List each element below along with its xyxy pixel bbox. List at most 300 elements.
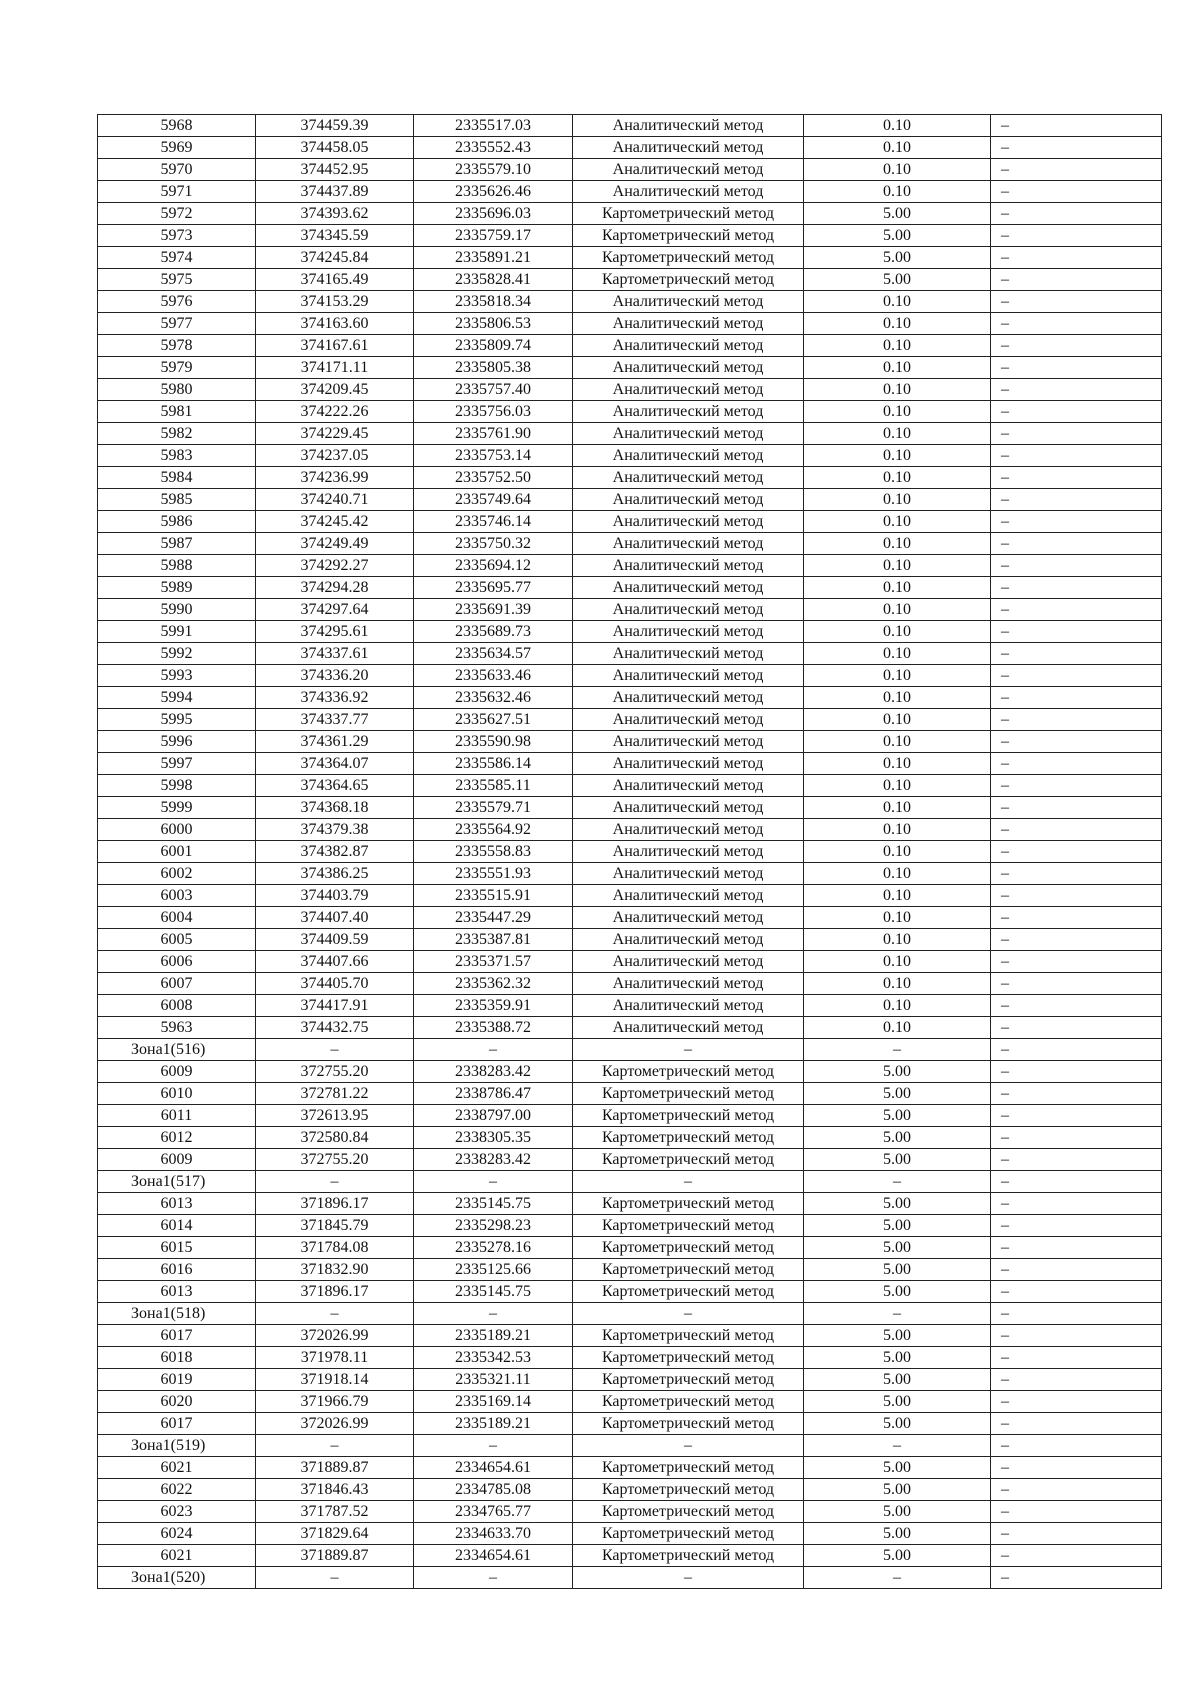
- y-coordinate-cell: 2335342.53: [414, 1347, 573, 1369]
- accuracy-cell: 0.10: [804, 159, 991, 181]
- accuracy-cell: 0.10: [804, 357, 991, 379]
- description-cell: –: [991, 643, 1162, 665]
- description-cell: –: [991, 863, 1162, 885]
- point-number-cell: 6023: [98, 1501, 256, 1523]
- method-cell: Аналитический метод: [573, 445, 804, 467]
- method-cell: Аналитический метод: [573, 995, 804, 1017]
- x-coordinate-cell: 374337.61: [256, 643, 414, 665]
- y-coordinate-cell: 2335585.11: [414, 775, 573, 797]
- description-cell: –: [991, 445, 1162, 467]
- x-coordinate-cell: 371978.11: [256, 1347, 414, 1369]
- point-number-cell: 5963: [98, 1017, 256, 1039]
- point-number-cell: 6005: [98, 929, 256, 951]
- accuracy-cell: 5.00: [804, 1457, 991, 1479]
- table-row: [98, 841, 1162, 863]
- accuracy-cell: 0.10: [804, 995, 991, 1017]
- description-cell: –: [991, 1457, 1162, 1479]
- point-number-cell: 5970: [98, 159, 256, 181]
- accuracy-cell: 0.10: [804, 489, 991, 511]
- method-cell: Картометрический метод: [573, 1259, 804, 1281]
- accuracy-cell: 5.00: [804, 1105, 991, 1127]
- table-row: [98, 1149, 1162, 1171]
- table-row: [98, 203, 1162, 225]
- y-coordinate-cell: 2335806.53: [414, 313, 573, 335]
- x-coordinate-cell: 371787.52: [256, 1501, 414, 1523]
- point-number-cell: 6008: [98, 995, 256, 1017]
- x-coordinate-cell: 374237.05: [256, 445, 414, 467]
- table-row: [98, 797, 1162, 819]
- table-row: [98, 951, 1162, 973]
- point-number-cell: 5984: [98, 467, 256, 489]
- method-cell: Аналитический метод: [573, 489, 804, 511]
- y-coordinate-cell: 2335145.75: [414, 1281, 573, 1303]
- y-coordinate-cell: 2335590.98: [414, 731, 573, 753]
- y-coordinate-cell: –: [414, 1039, 573, 1061]
- y-coordinate-cell: 2335552.43: [414, 137, 573, 159]
- table-row: [98, 1523, 1162, 1545]
- description-cell: –: [991, 1171, 1162, 1193]
- accuracy-cell: 0.10: [804, 819, 991, 841]
- accuracy-cell: 0.10: [804, 973, 991, 995]
- point-number-cell: 5987: [98, 533, 256, 555]
- description-cell: –: [991, 1127, 1162, 1149]
- point-number-cell: 6017: [98, 1413, 256, 1435]
- method-cell: Картометрический метод: [573, 225, 804, 247]
- accuracy-cell: 0.10: [804, 313, 991, 335]
- accuracy-cell: 0.10: [804, 841, 991, 863]
- accuracy-cell: –: [804, 1039, 991, 1061]
- accuracy-cell: 5.00: [804, 1369, 991, 1391]
- x-coordinate-cell: 374236.99: [256, 467, 414, 489]
- description-cell: –: [991, 115, 1162, 137]
- x-coordinate-cell: 374417.91: [256, 995, 414, 1017]
- method-cell: Картометрический метод: [573, 1347, 804, 1369]
- table-row: [98, 1017, 1162, 1039]
- point-number-cell: 5971: [98, 181, 256, 203]
- y-coordinate-cell: 2335805.38: [414, 357, 573, 379]
- point-number-cell: 5969: [98, 137, 256, 159]
- y-coordinate-cell: 2335694.12: [414, 555, 573, 577]
- description-cell: –: [991, 1259, 1162, 1281]
- table-row: [98, 159, 1162, 181]
- method-cell: –: [573, 1435, 804, 1457]
- y-coordinate-cell: 2335551.93: [414, 863, 573, 885]
- x-coordinate-cell: 372755.20: [256, 1061, 414, 1083]
- description-cell: –: [991, 1237, 1162, 1259]
- method-cell: Картометрический метод: [573, 1083, 804, 1105]
- coordinates-table: [97, 114, 1162, 1589]
- y-coordinate-cell: 2335517.03: [414, 115, 573, 137]
- y-coordinate-cell: 2335371.57: [414, 951, 573, 973]
- x-coordinate-cell: 374240.71: [256, 489, 414, 511]
- method-cell: Аналитический метод: [573, 291, 804, 313]
- method-cell: Картометрический метод: [573, 269, 804, 291]
- method-cell: Картометрический метод: [573, 1413, 804, 1435]
- description-cell: –: [991, 533, 1162, 555]
- x-coordinate-cell: 371784.08: [256, 1237, 414, 1259]
- point-number-cell: 5994: [98, 687, 256, 709]
- accuracy-cell: 5.00: [804, 1259, 991, 1281]
- description-cell: –: [991, 1215, 1162, 1237]
- y-coordinate-cell: 2338283.42: [414, 1061, 573, 1083]
- accuracy-cell: 5.00: [804, 203, 991, 225]
- y-coordinate-cell: 2338305.35: [414, 1127, 573, 1149]
- description-cell: –: [991, 1413, 1162, 1435]
- x-coordinate-cell: 371918.14: [256, 1369, 414, 1391]
- point-number-cell: 5989: [98, 577, 256, 599]
- table-row: [98, 929, 1162, 951]
- accuracy-cell: 0.10: [804, 731, 991, 753]
- description-cell: –: [991, 885, 1162, 907]
- description-cell: –: [991, 203, 1162, 225]
- method-cell: –: [573, 1303, 804, 1325]
- method-cell: –: [573, 1567, 804, 1589]
- y-coordinate-cell: 2335809.74: [414, 335, 573, 357]
- accuracy-cell: 0.10: [804, 599, 991, 621]
- y-coordinate-cell: –: [414, 1171, 573, 1193]
- accuracy-cell: 5.00: [804, 1237, 991, 1259]
- x-coordinate-cell: 372026.99: [256, 1413, 414, 1435]
- accuracy-cell: 0.10: [804, 775, 991, 797]
- y-coordinate-cell: 2335761.90: [414, 423, 573, 445]
- point-number-cell: 5995: [98, 709, 256, 731]
- x-coordinate-cell: 374452.95: [256, 159, 414, 181]
- table-row: [98, 489, 1162, 511]
- description-cell: –: [991, 1083, 1162, 1105]
- point-number-cell: 5991: [98, 621, 256, 643]
- y-coordinate-cell: 2335447.29: [414, 907, 573, 929]
- y-coordinate-cell: 2335387.81: [414, 929, 573, 951]
- description-cell: –: [991, 1391, 1162, 1413]
- table-row: [98, 1391, 1162, 1413]
- table-row: [98, 1347, 1162, 1369]
- method-cell: Картометрический метод: [573, 1501, 804, 1523]
- description-cell: –: [991, 379, 1162, 401]
- method-cell: Аналитический метод: [573, 401, 804, 423]
- method-cell: Аналитический метод: [573, 643, 804, 665]
- y-coordinate-cell: 2335752.50: [414, 467, 573, 489]
- table-row: [98, 423, 1162, 445]
- method-cell: Аналитический метод: [573, 973, 804, 995]
- accuracy-cell: 5.00: [804, 1347, 991, 1369]
- x-coordinate-cell: 371832.90: [256, 1259, 414, 1281]
- method-cell: Аналитический метод: [573, 929, 804, 951]
- method-cell: Аналитический метод: [573, 313, 804, 335]
- x-coordinate-cell: 374292.27: [256, 555, 414, 577]
- accuracy-cell: 5.00: [804, 269, 991, 291]
- accuracy-cell: 5.00: [804, 1479, 991, 1501]
- table-row: [98, 357, 1162, 379]
- accuracy-cell: 0.10: [804, 555, 991, 577]
- accuracy-cell: 5.00: [804, 1501, 991, 1523]
- y-coordinate-cell: 2335359.91: [414, 995, 573, 1017]
- y-coordinate-cell: 2335362.32: [414, 973, 573, 995]
- accuracy-cell: 5.00: [804, 225, 991, 247]
- method-cell: Аналитический метод: [573, 379, 804, 401]
- point-number-cell: 6020: [98, 1391, 256, 1413]
- method-cell: Картометрический метод: [573, 1479, 804, 1501]
- accuracy-cell: 0.10: [804, 709, 991, 731]
- table-row: [98, 137, 1162, 159]
- x-coordinate-cell: 374295.61: [256, 621, 414, 643]
- y-coordinate-cell: 2335756.03: [414, 401, 573, 423]
- x-coordinate-cell: 374167.61: [256, 335, 414, 357]
- point-number-cell: 5981: [98, 401, 256, 423]
- y-coordinate-cell: 2338786.47: [414, 1083, 573, 1105]
- point-number-cell: 5979: [98, 357, 256, 379]
- table-row: [98, 885, 1162, 907]
- method-cell: Картометрический метод: [573, 1391, 804, 1413]
- point-number-cell: 5996: [98, 731, 256, 753]
- table-row: [98, 709, 1162, 731]
- method-cell: Картометрический метод: [573, 1281, 804, 1303]
- y-coordinate-cell: 2335759.17: [414, 225, 573, 247]
- table-row: [98, 753, 1162, 775]
- accuracy-cell: 0.10: [804, 951, 991, 973]
- table-row: [98, 115, 1162, 137]
- point-number-cell: 5972: [98, 203, 256, 225]
- x-coordinate-cell: 374407.66: [256, 951, 414, 973]
- table-row: [98, 973, 1162, 995]
- accuracy-cell: 0.10: [804, 423, 991, 445]
- x-coordinate-cell: 374407.40: [256, 907, 414, 929]
- zone-label-cell: Зона1(518): [98, 1303, 256, 1325]
- x-coordinate-cell: 374249.49: [256, 533, 414, 555]
- y-coordinate-cell: 2335757.40: [414, 379, 573, 401]
- table-row: [98, 1105, 1162, 1127]
- zone-header-row: [98, 1303, 1162, 1325]
- description-cell: –: [991, 621, 1162, 643]
- x-coordinate-cell: 374432.75: [256, 1017, 414, 1039]
- method-cell: Аналитический метод: [573, 467, 804, 489]
- point-number-cell: 6009: [98, 1149, 256, 1171]
- accuracy-cell: 5.00: [804, 1413, 991, 1435]
- description-cell: –: [991, 951, 1162, 973]
- x-coordinate-cell: 374245.42: [256, 511, 414, 533]
- method-cell: Картометрический метод: [573, 1237, 804, 1259]
- point-number-cell: 5968: [98, 115, 256, 137]
- coordinates-table-body: [98, 115, 1162, 1589]
- accuracy-cell: 0.10: [804, 797, 991, 819]
- zone-header-row: [98, 1435, 1162, 1457]
- table-row: [98, 907, 1162, 929]
- point-number-cell: 6015: [98, 1237, 256, 1259]
- method-cell: Аналитический метод: [573, 335, 804, 357]
- description-cell: –: [991, 841, 1162, 863]
- description-cell: –: [991, 1545, 1162, 1567]
- x-coordinate-cell: 371889.87: [256, 1545, 414, 1567]
- accuracy-cell: 0.10: [804, 665, 991, 687]
- table-row: [98, 819, 1162, 841]
- method-cell: Аналитический метод: [573, 819, 804, 841]
- description-cell: –: [991, 159, 1162, 181]
- y-coordinate-cell: 2335753.14: [414, 445, 573, 467]
- description-cell: –: [991, 1501, 1162, 1523]
- accuracy-cell: 0.10: [804, 181, 991, 203]
- description-cell: –: [991, 1479, 1162, 1501]
- description-cell: –: [991, 181, 1162, 203]
- y-coordinate-cell: 2335818.34: [414, 291, 573, 313]
- table-row: [98, 1237, 1162, 1259]
- y-coordinate-cell: 2335828.41: [414, 269, 573, 291]
- table-row: [98, 687, 1162, 709]
- table-row: [98, 1193, 1162, 1215]
- point-number-cell: 6018: [98, 1347, 256, 1369]
- method-cell: Аналитический метод: [573, 511, 804, 533]
- method-cell: Аналитический метод: [573, 533, 804, 555]
- accuracy-cell: 5.00: [804, 1215, 991, 1237]
- description-cell: –: [991, 1039, 1162, 1061]
- accuracy-cell: 5.00: [804, 1193, 991, 1215]
- method-cell: Аналитический метод: [573, 841, 804, 863]
- x-coordinate-cell: 374153.29: [256, 291, 414, 313]
- table-row: [98, 1457, 1162, 1479]
- point-number-cell: 6007: [98, 973, 256, 995]
- method-cell: Аналитический метод: [573, 907, 804, 929]
- point-number-cell: 5976: [98, 291, 256, 313]
- x-coordinate-cell: 374458.05: [256, 137, 414, 159]
- method-cell: Аналитический метод: [573, 357, 804, 379]
- x-coordinate-cell: 374379.38: [256, 819, 414, 841]
- accuracy-cell: 0.10: [804, 1017, 991, 1039]
- description-cell: –: [991, 357, 1162, 379]
- y-coordinate-cell: 2335626.46: [414, 181, 573, 203]
- point-number-cell: 5978: [98, 335, 256, 357]
- accuracy-cell: –: [804, 1435, 991, 1457]
- method-cell: Картометрический метод: [573, 1325, 804, 1347]
- table-row: [98, 467, 1162, 489]
- y-coordinate-cell: 2338797.00: [414, 1105, 573, 1127]
- x-coordinate-cell: 374297.64: [256, 599, 414, 621]
- accuracy-cell: 5.00: [804, 1325, 991, 1347]
- description-cell: –: [991, 1281, 1162, 1303]
- accuracy-cell: 0.10: [804, 291, 991, 313]
- method-cell: Картометрический метод: [573, 1061, 804, 1083]
- y-coordinate-cell: 2334785.08: [414, 1479, 573, 1501]
- y-coordinate-cell: 2335145.75: [414, 1193, 573, 1215]
- accuracy-cell: 5.00: [804, 1149, 991, 1171]
- accuracy-cell: 0.10: [804, 643, 991, 665]
- table-row: [98, 863, 1162, 885]
- x-coordinate-cell: 374364.07: [256, 753, 414, 775]
- accuracy-cell: 0.10: [804, 687, 991, 709]
- x-coordinate-cell: 374294.28: [256, 577, 414, 599]
- description-cell: –: [991, 929, 1162, 951]
- point-number-cell: 6013: [98, 1193, 256, 1215]
- method-cell: Аналитический метод: [573, 885, 804, 907]
- method-cell: Аналитический метод: [573, 115, 804, 137]
- point-number-cell: 5980: [98, 379, 256, 401]
- accuracy-cell: –: [804, 1567, 991, 1589]
- point-number-cell: 6000: [98, 819, 256, 841]
- accuracy-cell: 0.10: [804, 621, 991, 643]
- y-coordinate-cell: 2335278.16: [414, 1237, 573, 1259]
- description-cell: –: [991, 313, 1162, 335]
- point-number-cell: 6017: [98, 1325, 256, 1347]
- method-cell: Аналитический метод: [573, 599, 804, 621]
- x-coordinate-cell: 371896.17: [256, 1193, 414, 1215]
- point-number-cell: 5992: [98, 643, 256, 665]
- x-coordinate-cell: 371829.64: [256, 1523, 414, 1545]
- zone-label-cell: Зона1(516): [98, 1039, 256, 1061]
- table-row: [98, 1061, 1162, 1083]
- accuracy-cell: 0.10: [804, 335, 991, 357]
- x-coordinate-cell: 374393.62: [256, 203, 414, 225]
- description-cell: –: [991, 907, 1162, 929]
- description-cell: –: [991, 467, 1162, 489]
- description-cell: –: [991, 137, 1162, 159]
- point-number-cell: 5990: [98, 599, 256, 621]
- method-cell: –: [573, 1039, 804, 1061]
- description-cell: –: [991, 489, 1162, 511]
- x-coordinate-cell: –: [256, 1039, 414, 1061]
- description-cell: –: [991, 1347, 1162, 1369]
- table-row: [98, 1259, 1162, 1281]
- point-number-cell: 5997: [98, 753, 256, 775]
- method-cell: Картометрический метод: [573, 1215, 804, 1237]
- y-coordinate-cell: 2335689.73: [414, 621, 573, 643]
- y-coordinate-cell: 2335696.03: [414, 203, 573, 225]
- description-cell: –: [991, 709, 1162, 731]
- point-number-cell: 6010: [98, 1083, 256, 1105]
- x-coordinate-cell: 372580.84: [256, 1127, 414, 1149]
- zone-label-cell: Зона1(520): [98, 1567, 256, 1589]
- table-row: [98, 775, 1162, 797]
- table-row: [98, 1545, 1162, 1567]
- table-row: [98, 225, 1162, 247]
- description-cell: –: [991, 1149, 1162, 1171]
- x-coordinate-cell: 372755.20: [256, 1149, 414, 1171]
- x-coordinate-cell: 374403.79: [256, 885, 414, 907]
- method-cell: Аналитический метод: [573, 797, 804, 819]
- accuracy-cell: 5.00: [804, 1061, 991, 1083]
- method-cell: Аналитический метод: [573, 951, 804, 973]
- x-coordinate-cell: 371896.17: [256, 1281, 414, 1303]
- y-coordinate-cell: 2335750.32: [414, 533, 573, 555]
- x-coordinate-cell: 374386.25: [256, 863, 414, 885]
- description-cell: –: [991, 511, 1162, 533]
- description-cell: –: [991, 1017, 1162, 1039]
- zone-label-cell: Зона1(517): [98, 1171, 256, 1193]
- method-cell: Аналитический метод: [573, 159, 804, 181]
- table-row: [98, 1369, 1162, 1391]
- method-cell: Картометрический метод: [573, 1127, 804, 1149]
- y-coordinate-cell: 2335169.14: [414, 1391, 573, 1413]
- y-coordinate-cell: 2335691.39: [414, 599, 573, 621]
- y-coordinate-cell: 2338283.42: [414, 1149, 573, 1171]
- x-coordinate-cell: –: [256, 1435, 414, 1457]
- description-cell: –: [991, 1523, 1162, 1545]
- point-number-cell: 5985: [98, 489, 256, 511]
- description-cell: –: [991, 1567, 1162, 1589]
- accuracy-cell: 0.10: [804, 885, 991, 907]
- description-cell: –: [991, 335, 1162, 357]
- y-coordinate-cell: 2334654.61: [414, 1545, 573, 1567]
- method-cell: Картометрический метод: [573, 247, 804, 269]
- table-row: [98, 731, 1162, 753]
- description-cell: –: [991, 269, 1162, 291]
- accuracy-cell: 0.10: [804, 467, 991, 489]
- description-cell: –: [991, 1061, 1162, 1083]
- point-number-cell: 6016: [98, 1259, 256, 1281]
- point-number-cell: 5986: [98, 511, 256, 533]
- point-number-cell: 5973: [98, 225, 256, 247]
- table-row: [98, 643, 1162, 665]
- method-cell: Картометрический метод: [573, 1523, 804, 1545]
- x-coordinate-cell: 371846.43: [256, 1479, 414, 1501]
- method-cell: Аналитический метод: [573, 423, 804, 445]
- description-cell: –: [991, 1193, 1162, 1215]
